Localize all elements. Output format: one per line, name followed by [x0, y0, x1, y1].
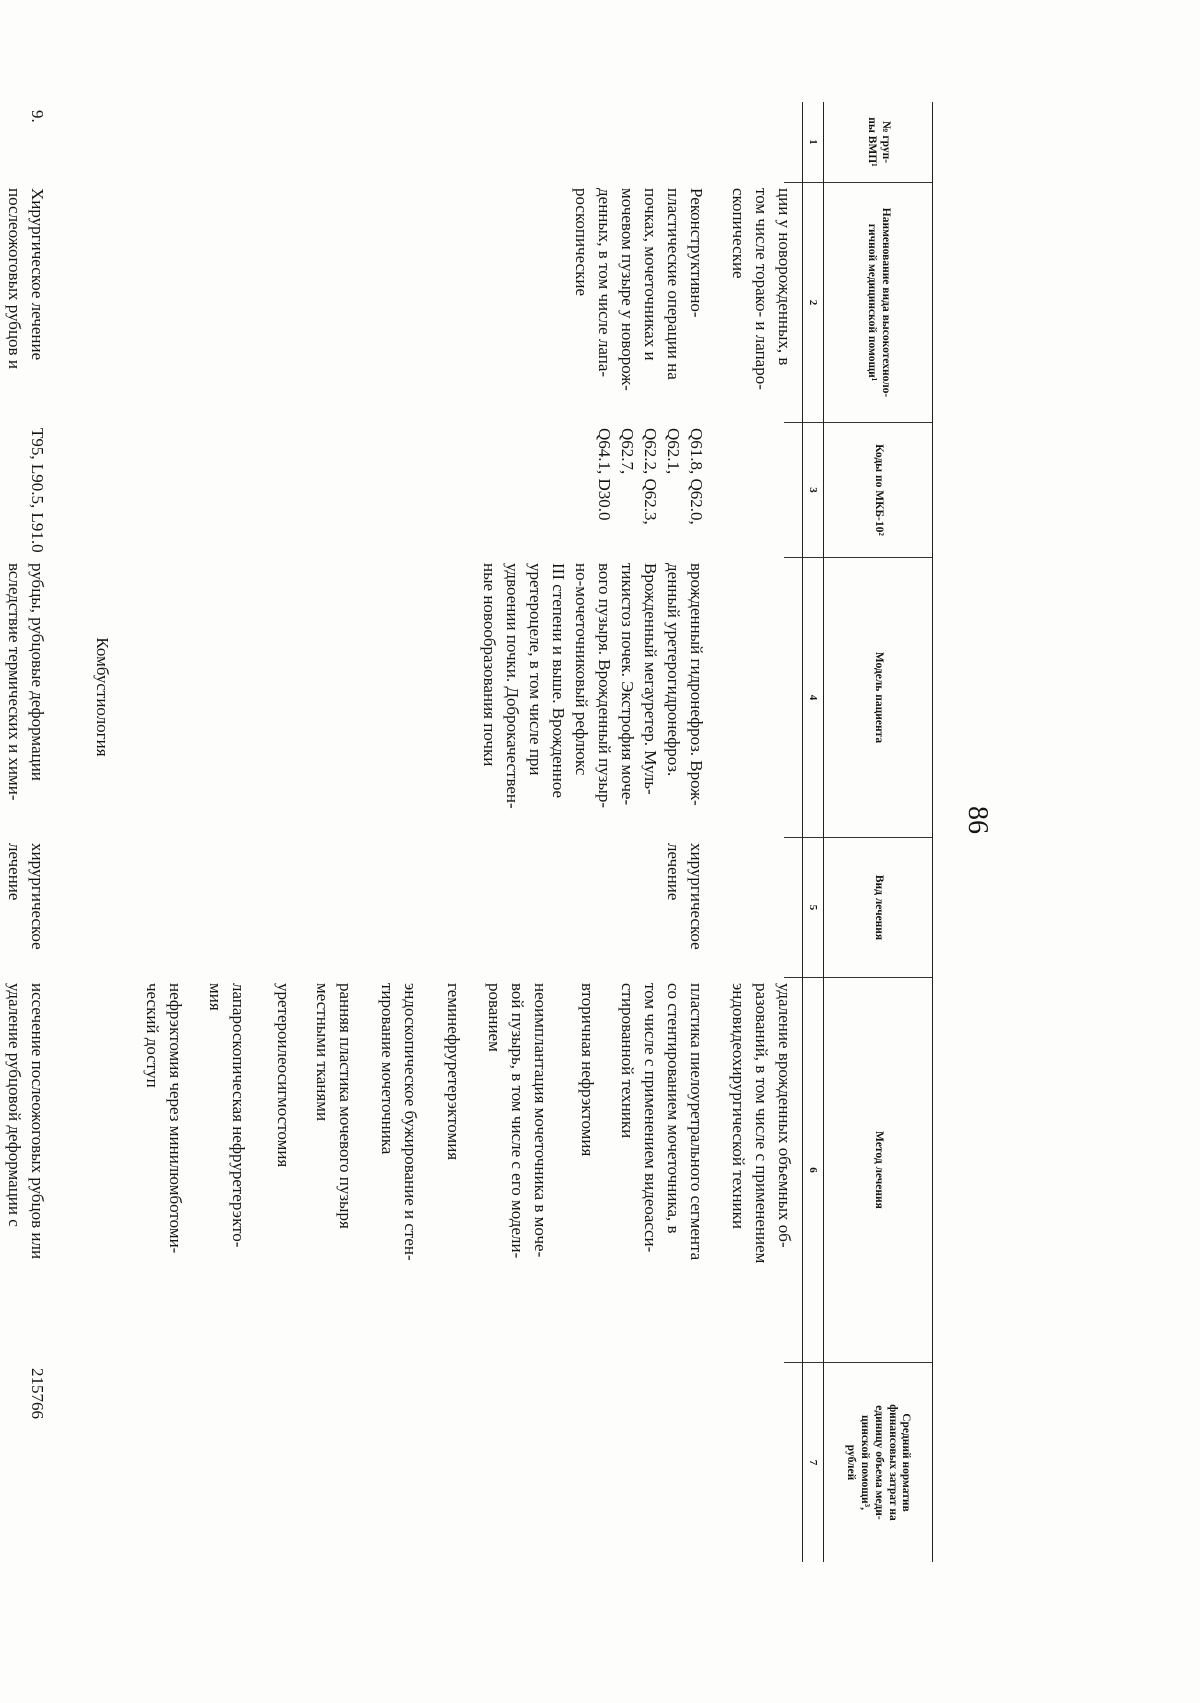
treatment-type: хирургическое лечение — [5, 843, 47, 950]
treatment-method: пластика пиелоуретрального сегмента со стентированием мочеточника, в том числе с применением видеоасси- стированной техники — [618, 983, 706, 1261]
treatment-method: иссечение послеожоговых рубцов или удаление рубцовой деформации с — [5, 983, 47, 1260]
page-number: 86 — [962, 806, 993, 834]
patient-model: врожденный гидронефроз. Врож- денный уретерогидронефроз. Врожденный мегауретер. Муль- тикистоз почек. Экстрофия моче- вого пузыря. Врожденный пузыр- но-мочеточниковый рефлюкс III степени и выше. Врожденное уретероцеле, в том числе при удвоении почки. Доброкачествен- ные новообразования почки — [480, 563, 706, 809]
header-icd-codes: Коды по МКБ-10² — [824, 422, 932, 557]
column-divider — [784, 837, 802, 838]
icd-codes: Q61.8, Q62.0, Q62.1, Q62.2, Q62.3, Q62.7, Q64.1, D30.0 — [595, 428, 706, 525]
header-treatment-type: Вид лечения — [824, 837, 932, 977]
table-header — [823, 102, 932, 1562]
treatment-method: эндоскопическое бужирование и стен- тирование мочеточника — [378, 983, 420, 1261]
column-number-6: 6 — [803, 977, 823, 1362]
vmp-name: Реконструктивно- пластические операции на почках, мочеточниках и мочевом пузыре у новорож- денных, в том числе лапа- роскопические — [572, 188, 706, 391]
patient-model: рубцы, рубцовые деформации вследствие термических и хими- — [5, 563, 47, 801]
header-vmp-name: Наименование вида высокотехноло- гичной медицинской помощи¹ — [824, 182, 932, 422]
column-number-4: 4 — [803, 557, 823, 837]
column-number-row — [802, 102, 823, 1562]
treatment-method: лапароскопическая нефруретерэкто- мия — [206, 983, 248, 1248]
section-title: Комбустиология — [93, 637, 112, 757]
vmp-name: Хирургическое лечение послеожоговых рубцов и — [5, 188, 47, 369]
cost-norm-value: 215766 — [28, 1368, 47, 1419]
column-divider — [784, 977, 802, 978]
header-group-number: № груп- пы ВМП¹ — [866, 117, 892, 167]
header-treatment-method: Метод лечения — [824, 977, 932, 1362]
header-cost-norm: Средний норматив финансовых затрат на единицу объема меди- цинской помощи³, рублей — [824, 1362, 932, 1562]
treatment-method: вторичная нефрэктомия — [578, 983, 597, 1157]
column-number-5: 5 — [803, 837, 823, 977]
table-body — [0, 102, 802, 1562]
column-divider — [784, 422, 802, 423]
column-number-7: 7 — [803, 1362, 823, 1562]
treatment-method: неоимплантация мочеточника в моче- вой пузырь, в том числе с его модели- рованием — [485, 983, 550, 1259]
vmp-table — [0, 102, 933, 1562]
header-patient-model: Модель пациента — [824, 557, 932, 837]
vmp-name-continued: ции у новорожденных, в том числе торако- и лапаро- скопические — [729, 188, 794, 390]
treatment-method: нефрэктомия через минилюмботоми- ческий доступ — [143, 983, 185, 1254]
icd-codes: T95, L90.5, L91.0 — [28, 428, 47, 553]
column-divider — [784, 557, 802, 558]
treatment-method: уретероилеосигмостомия — [274, 983, 293, 1168]
column-number-2: 2 — [803, 182, 823, 422]
rotated-content — [5, 20, 1116, 1648]
column-divider — [784, 182, 802, 183]
treatment-type: хирургическое лечение — [664, 843, 706, 950]
treatment-method: ранняя пластика мочевого пузыря местными тканями — [313, 983, 355, 1229]
column-number-3: 3 — [803, 422, 823, 557]
treatment-method: удаление врожденных объемных об- разований, в том числе с применением эндовидеохирургической техники — [729, 983, 794, 1264]
treatment-method: геминефруретерэктомия — [444, 983, 463, 1161]
column-number-1: 1 — [807, 139, 819, 145]
group-number: 9. — [28, 110, 47, 123]
